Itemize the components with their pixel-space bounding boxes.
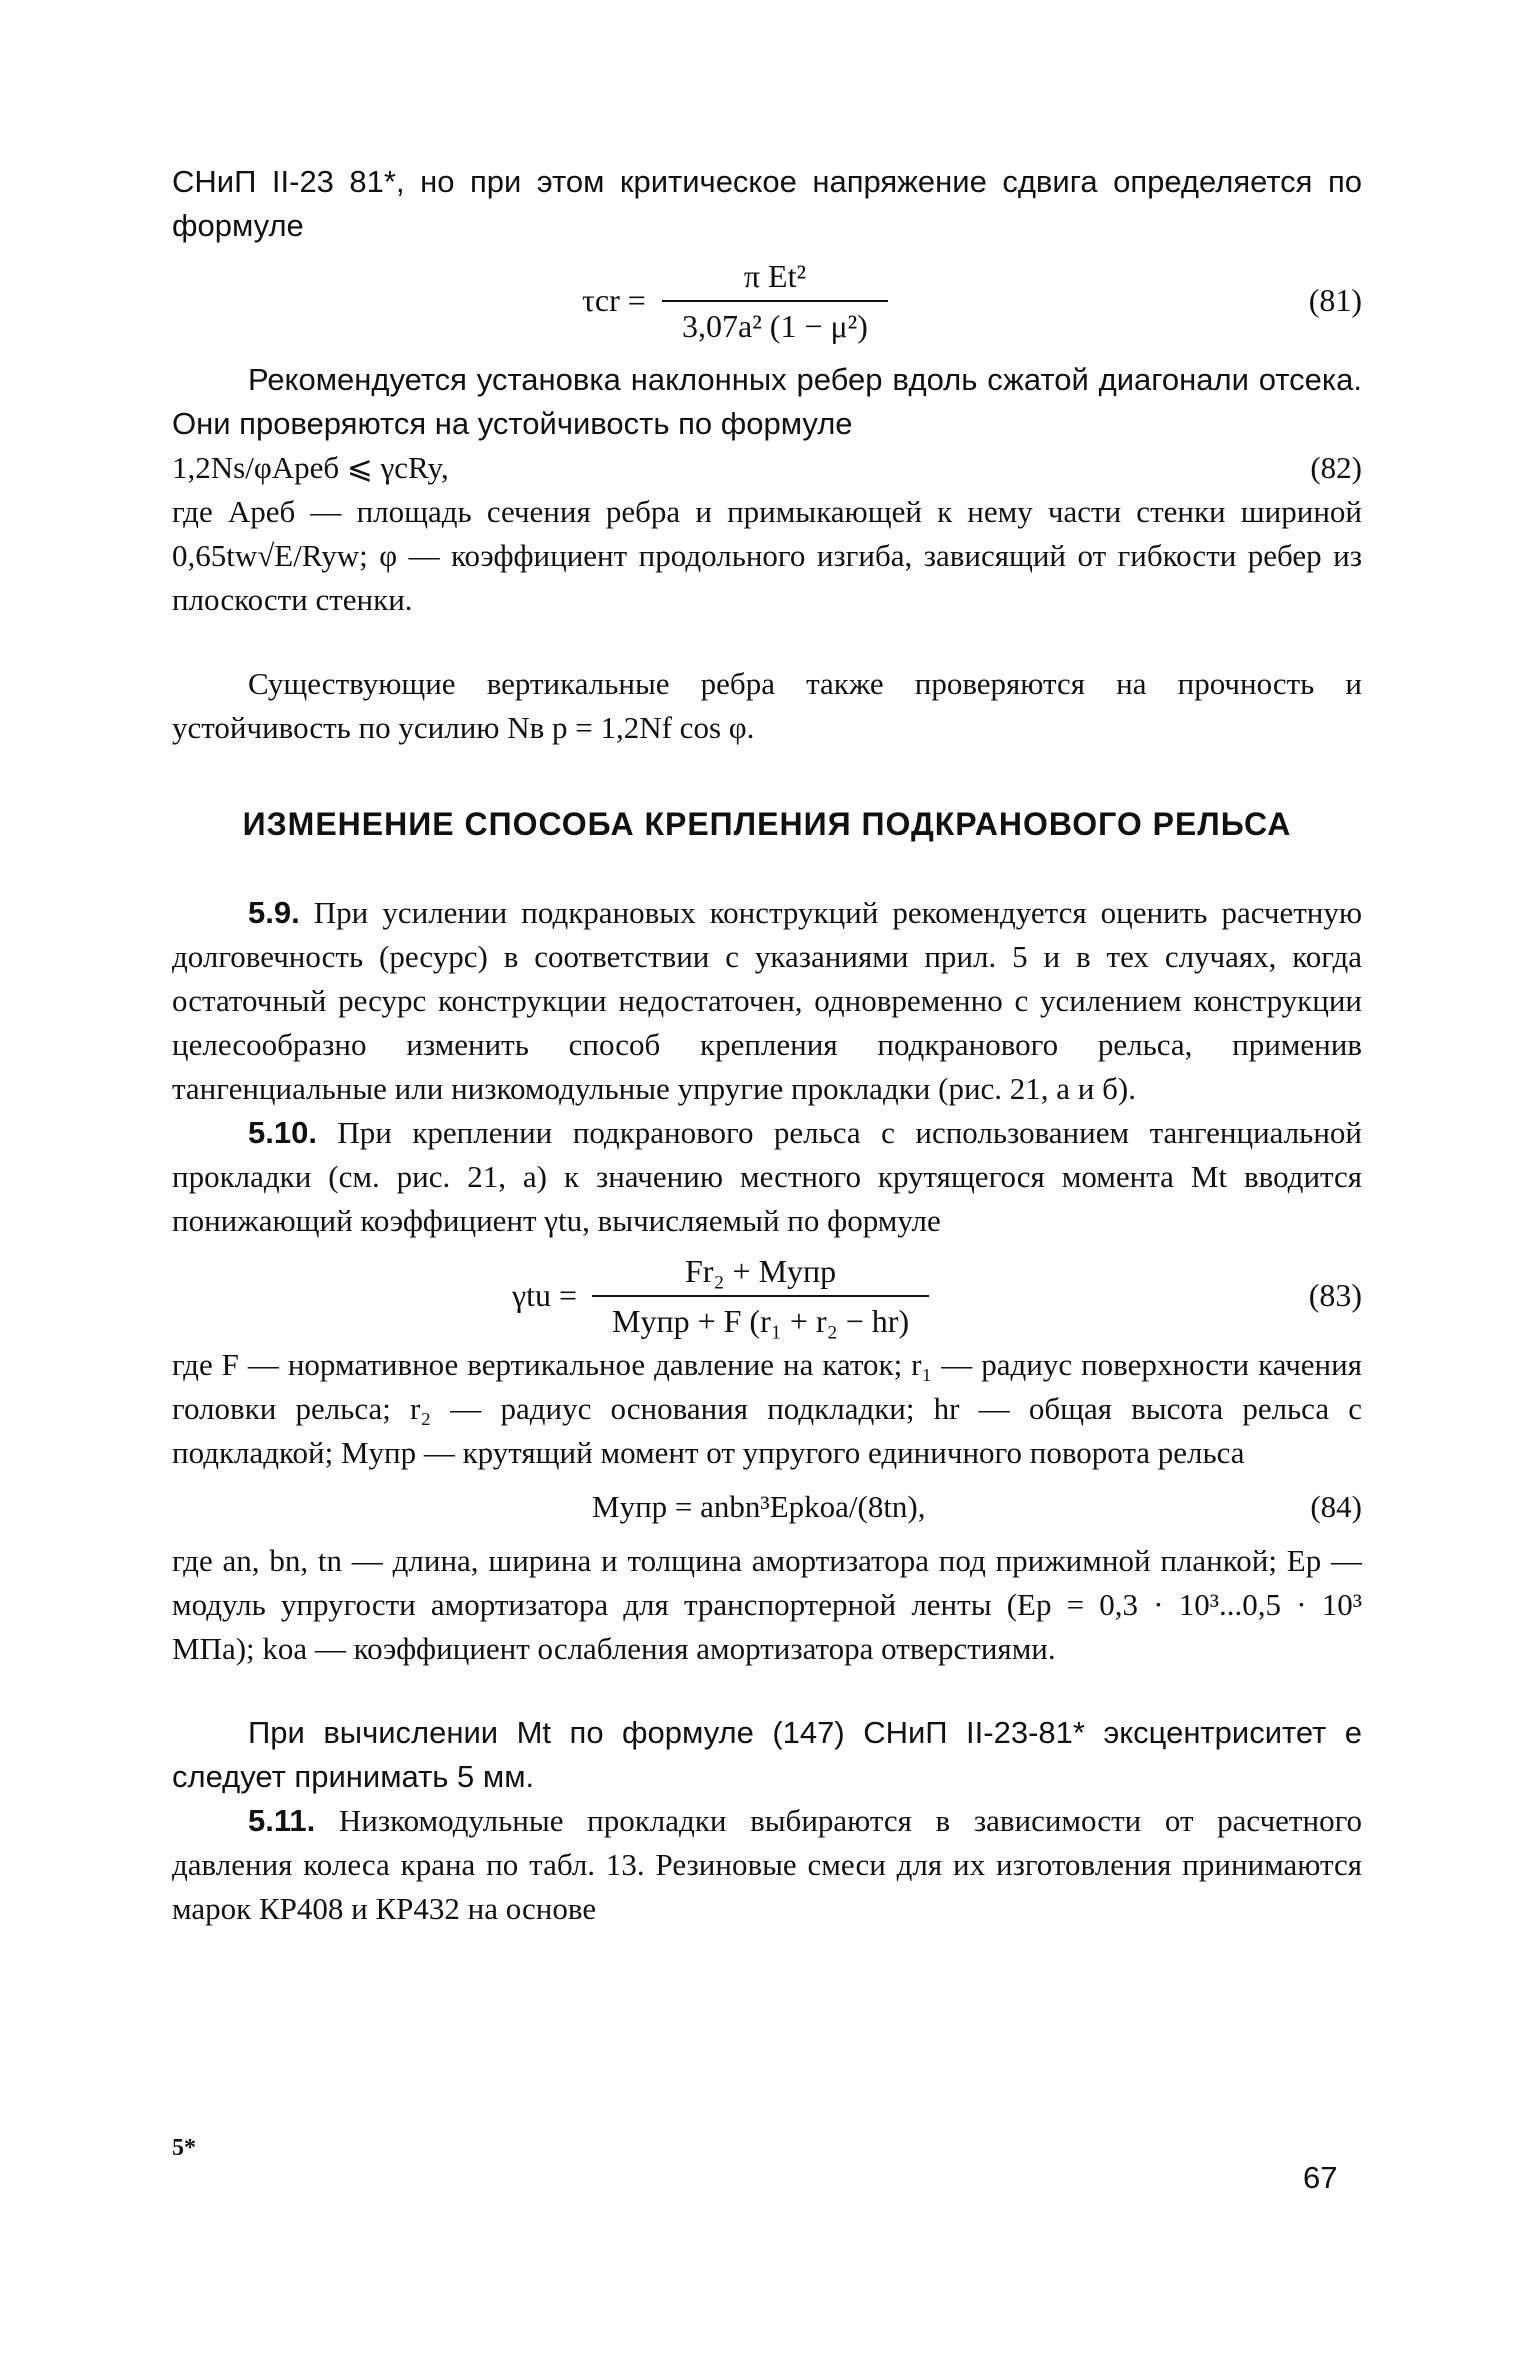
ribs-paragraph: Рекомендуется установка наклонных ребер вдоль сжатой диагонали отсека. Они проверяются на устойчивость по формуле	[172, 362, 1362, 441]
formula-83-denominator: Mупр + F (r₁ + r₂ − hr)	[612, 1303, 910, 1339]
clause-5-10-number: 5.10.	[248, 1115, 317, 1150]
formula-83-lhs: γtu =	[512, 1277, 578, 1313]
clause-5-11-text: Низкомодульные прокладки выбираются в зависимости от расчетного давления колеса крана по табл. 13. Резиновые смеси для их изготовления принимаются марок КР408 и КР432 на основе	[172, 1803, 1363, 1926]
formula-81-number: (81)	[1308, 282, 1362, 318]
formula-82-expression: 1,2Ns/φAреб ⩽ γcRy,	[172, 450, 449, 485]
formula-82	[172, 446, 1362, 490]
formula-83-number: (83)	[1308, 1277, 1362, 1313]
formula-82-number: (82)	[1310, 450, 1362, 485]
formula-81	[172, 248, 1362, 358]
where-84-paragraph: где an, bn, tn — длина, ширина и толщина амортизатора под прижимной планкой; Ep — модуль упругости амортизатора для транспортерной ленты (Ep = 0,3 · 10³...0,5 · 10³ МПа); koa — коэффициент ослабления амортизатора отверстиями.	[172, 1543, 1362, 1666]
formula-84-expression: Mупр = anbn³Epkoa/(8tn),	[592, 1489, 926, 1524]
signature-mark: 5*	[172, 2135, 196, 2161]
formula-81-lhs: τcr =	[582, 282, 646, 318]
formula-83-fraction	[592, 1253, 929, 1339]
formula-81-numerator: π Et²	[743, 258, 807, 294]
where-82-paragraph: где Aреб — площадь сечения ребра и примыкающей к нему части стенки шириной 0,65tw√E/Ryw; φ — коэффициент продольного изгиба, зависящий от гибкости ребер из плоскости стенки.	[172, 494, 1362, 617]
clause-5-11-number: 5.11.	[248, 1803, 316, 1838]
clause-5-11	[172, 1799, 1362, 1931]
formula-83-numerator: Fr₂ + Mупр	[684, 1253, 837, 1289]
where-83-paragraph: где F — нормативное вертикальное давление на каток; r₁ — радиус поверхности качения головки рельса; r₂ — радиус основания подкладки; hr — общая высота рельса с подкладкой; Mупр — крутящий момент от упругого единичного поворота рельса	[172, 1347, 1362, 1470]
formula-81-fraction	[662, 258, 888, 344]
vertical-ribs-paragraph: Существующие вертикальные ребра также проверяются на прочность и устойчивость по усилию Nв р = 1,2Nf cos φ.	[172, 666, 1362, 745]
formula-81-denominator: 3,07a² (1 − μ²)	[682, 308, 868, 344]
section-heading: ИЗМЕНЕНИЕ СПОСОБА КРЕПЛЕНИЯ ПОДКРАНОВОГО РЕЛЬСА	[242, 806, 1292, 842]
clause-5-9-text: При усилении подкрановых конструкций рекомендуется оценить расчетную долговечность (ресурс) в соответствии с указаниями прил. 5 и в тех случаях, когда остаточный ресурс конструкции недостаточен, одновременно с усилением конструкции целесообразно изменить способ крепления подкранового рельса, применив тангенциальные или низкомодульные упругие прокладки (рис. 21, а и б).	[172, 895, 1362, 1106]
formula-84	[172, 1485, 1362, 1529]
clause-5-9-number: 5.9.	[248, 895, 300, 930]
page-body	[172, 160, 1362, 1931]
formula-83	[172, 1243, 1362, 1343]
formula-84-number: (84)	[1310, 1489, 1362, 1524]
clause-5-10-text: При креплении подкранового рельса с использованием тангенциальной прокладки (см. рис. 21, а) к значению местного крутящегося момента Mt вводится понижающий коэффициент γtu, вычисляемый по формуле	[172, 1115, 1362, 1238]
page-number: 67	[1303, 2160, 1338, 2195]
clause-5-10	[172, 1111, 1362, 1243]
intro-paragraph: СНиП II-23 81*, но при этом критическое напряжение сдвига определяется по формуле	[172, 164, 1362, 243]
eccentricity-paragraph: При вычислении Mt по формуле (147) СНиП II-23-81* эксцентриситет e следует принимать 5 мм.	[172, 1715, 1362, 1794]
clause-5-9	[172, 891, 1362, 1111]
